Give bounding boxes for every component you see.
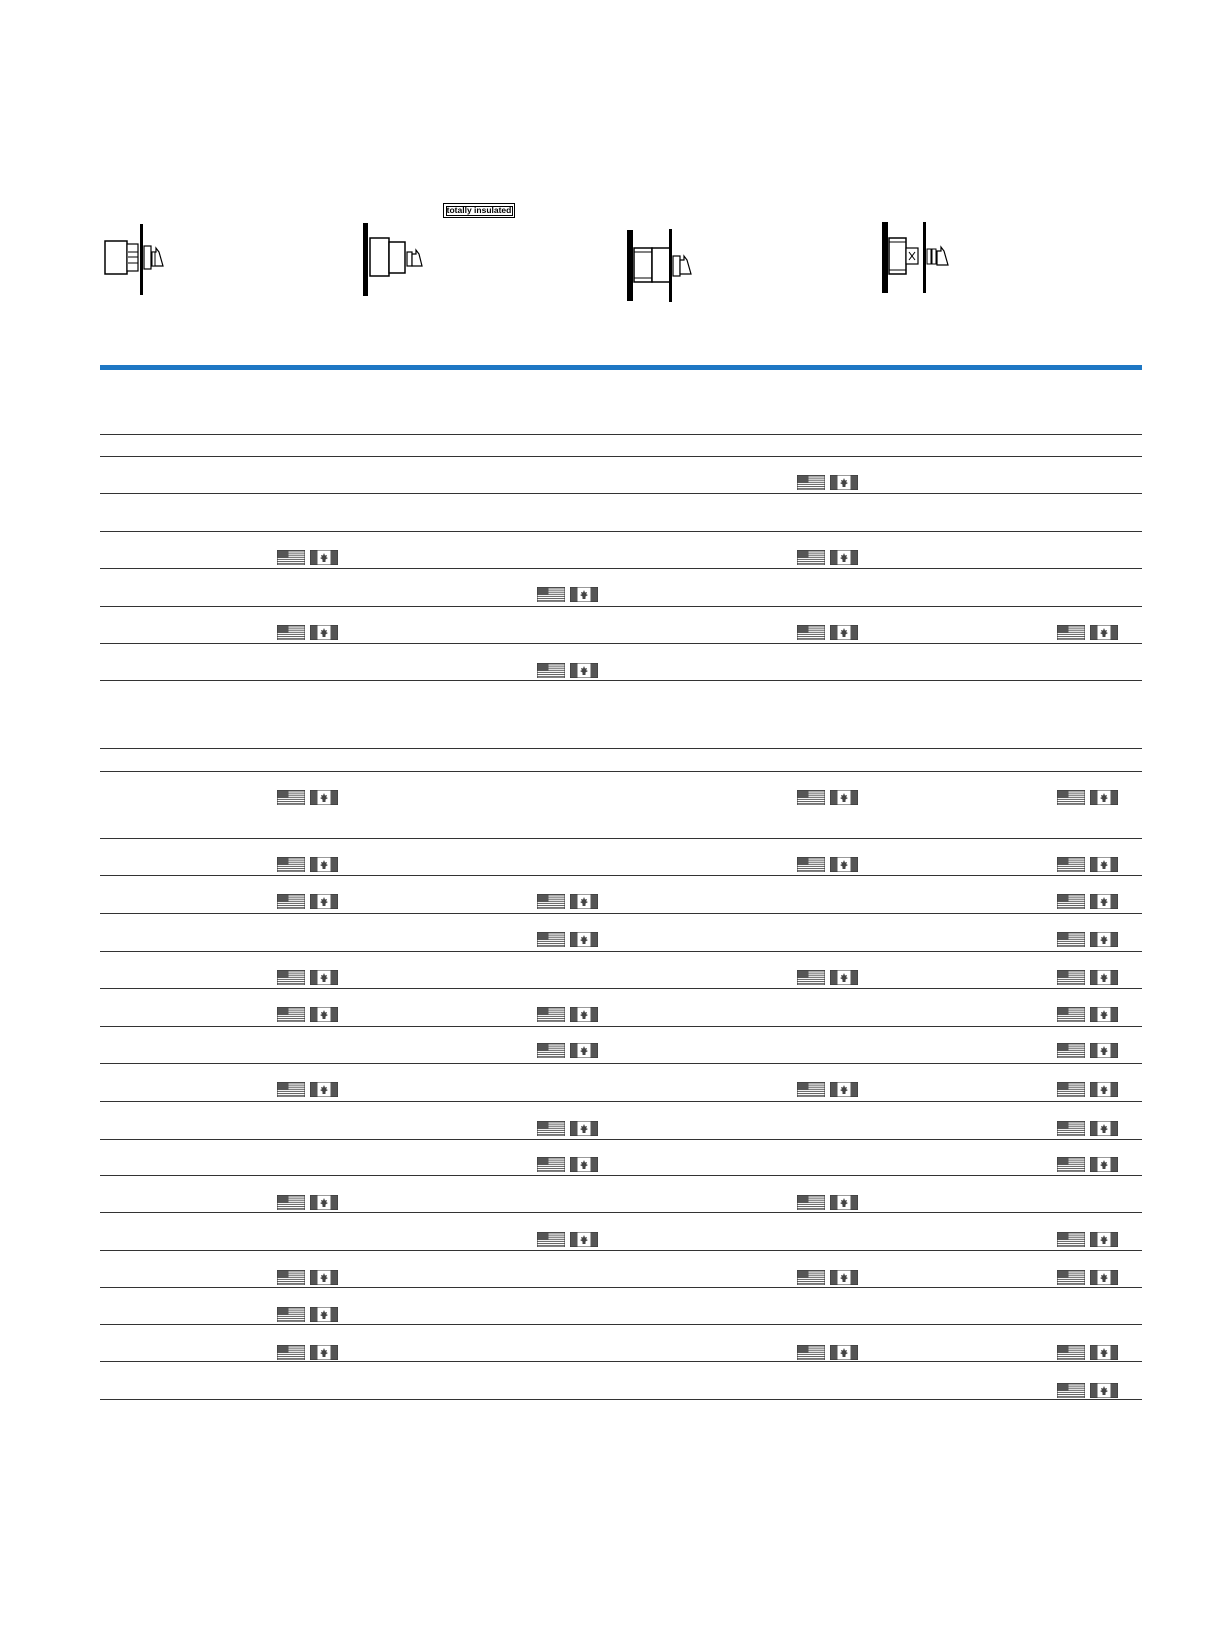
table-row-divider [100, 1139, 1142, 1140]
approval-table [100, 0, 1142, 1650]
canada-flag-icon [570, 1121, 598, 1136]
approval-marks [537, 1157, 599, 1172]
approval-marks [797, 790, 859, 805]
us-flag-icon [277, 1307, 305, 1322]
table-row-divider [100, 643, 1142, 644]
us-flag-icon [537, 587, 565, 602]
canada-flag-icon [570, 932, 598, 947]
canada-flag-icon [310, 1270, 338, 1285]
canada-flag-icon [1090, 1232, 1118, 1247]
us-flag-icon [797, 970, 825, 985]
approval-marks [277, 1307, 339, 1322]
approval-marks [1057, 1007, 1119, 1022]
table-row-divider [100, 568, 1142, 569]
us-flag-icon [537, 894, 565, 909]
approval-marks [1057, 1270, 1119, 1285]
us-flag-icon [1057, 1121, 1085, 1136]
canada-flag-icon [830, 970, 858, 985]
approval-marks [1057, 857, 1119, 872]
us-flag-icon [277, 1082, 305, 1097]
us-flag-icon [797, 475, 825, 490]
canada-flag-icon [570, 894, 598, 909]
approval-marks [1057, 790, 1119, 805]
us-flag-icon [277, 1270, 305, 1285]
us-flag-icon [537, 1043, 565, 1058]
us-flag-icon [1057, 625, 1085, 640]
table-row-divider [100, 1026, 1142, 1027]
us-flag-icon [277, 970, 305, 985]
us-flag-icon [797, 857, 825, 872]
us-flag-icon [537, 1157, 565, 1172]
canada-flag-icon [310, 790, 338, 805]
table-row-divider [100, 1399, 1142, 1400]
table-row-divider [100, 531, 1142, 532]
canada-flag-icon [1090, 790, 1118, 805]
us-flag-icon [1057, 1082, 1085, 1097]
us-flag-icon [797, 1270, 825, 1285]
approval-marks [1057, 1345, 1119, 1360]
approval-marks [537, 1007, 599, 1022]
approval-marks [537, 1043, 599, 1058]
canada-flag-icon [1090, 894, 1118, 909]
us-flag-icon [797, 625, 825, 640]
approval-marks [277, 1082, 339, 1097]
us-flag-icon [797, 790, 825, 805]
canada-flag-icon [1090, 970, 1118, 985]
canada-flag-icon [310, 550, 338, 565]
table-row-divider [100, 493, 1142, 494]
approval-marks [537, 932, 599, 947]
approval-marks [1057, 1383, 1119, 1398]
table-row-divider [100, 680, 1142, 681]
canada-flag-icon [570, 1232, 598, 1247]
us-flag-icon [1057, 970, 1085, 985]
us-flag-icon [1057, 790, 1085, 805]
canada-flag-icon [310, 894, 338, 909]
table-row-divider [100, 838, 1142, 839]
approval-marks [797, 1345, 859, 1360]
approval-marks [797, 475, 859, 490]
table-row-divider [100, 1063, 1142, 1064]
canada-flag-icon [1090, 1383, 1118, 1398]
approval-marks [1057, 932, 1119, 947]
approval-marks [277, 1007, 339, 1022]
canada-flag-icon [570, 1157, 598, 1172]
canada-flag-icon [570, 1043, 598, 1058]
approval-marks [277, 1345, 339, 1360]
us-flag-icon [797, 1345, 825, 1360]
us-flag-icon [537, 1007, 565, 1022]
canada-flag-icon [310, 857, 338, 872]
approval-marks [1057, 1157, 1119, 1172]
canada-flag-icon [830, 790, 858, 805]
approval-marks [797, 1195, 859, 1210]
canada-flag-icon [1090, 625, 1118, 640]
approval-marks [797, 1082, 859, 1097]
approval-marks [1057, 1043, 1119, 1058]
us-flag-icon [797, 550, 825, 565]
table-row-divider [100, 1212, 1142, 1213]
canada-flag-icon [830, 1195, 858, 1210]
canada-flag-icon [1090, 932, 1118, 947]
canada-flag-icon [310, 970, 338, 985]
us-flag-icon [277, 1195, 305, 1210]
table-row-divider [100, 1250, 1142, 1251]
canada-flag-icon [1090, 1157, 1118, 1172]
table-row-divider [100, 771, 1142, 772]
approval-marks [537, 587, 599, 602]
approval-marks [277, 790, 339, 805]
canada-flag-icon [830, 1345, 858, 1360]
us-flag-icon [1057, 857, 1085, 872]
approval-marks [797, 625, 859, 640]
us-flag-icon [537, 663, 565, 678]
us-flag-icon [277, 1345, 305, 1360]
canada-flag-icon [310, 1082, 338, 1097]
us-flag-icon [1057, 1157, 1085, 1172]
canada-flag-icon [570, 587, 598, 602]
table-row-divider [100, 434, 1142, 435]
approval-marks [1057, 970, 1119, 985]
approval-marks [537, 1232, 599, 1247]
approval-marks [1057, 1232, 1119, 1247]
canada-flag-icon [310, 625, 338, 640]
us-flag-icon [1057, 1043, 1085, 1058]
canada-flag-icon [1090, 1270, 1118, 1285]
canada-flag-icon [830, 1082, 858, 1097]
table-row-divider [100, 951, 1142, 952]
table-row-divider [100, 913, 1142, 914]
us-flag-icon [1057, 1345, 1085, 1360]
table-row-divider [100, 988, 1142, 989]
canada-flag-icon [830, 1270, 858, 1285]
us-flag-icon [537, 1121, 565, 1136]
us-flag-icon [797, 1082, 825, 1097]
canada-flag-icon [310, 1345, 338, 1360]
approval-marks [797, 1270, 859, 1285]
approval-marks [1057, 1121, 1119, 1136]
canada-flag-icon [310, 1195, 338, 1210]
approval-marks [277, 1270, 339, 1285]
approval-marks [1057, 894, 1119, 909]
approval-marks [1057, 625, 1119, 640]
approval-marks [277, 894, 339, 909]
canada-flag-icon [1090, 1345, 1118, 1360]
table-row-divider [100, 748, 1142, 749]
us-flag-icon [277, 1007, 305, 1022]
us-flag-icon [1057, 932, 1085, 947]
canada-flag-icon [830, 550, 858, 565]
us-flag-icon [277, 625, 305, 640]
canada-flag-icon [830, 857, 858, 872]
canada-flag-icon [1090, 1007, 1118, 1022]
us-flag-icon [797, 1195, 825, 1210]
table-row-divider [100, 1287, 1142, 1288]
us-flag-icon [1057, 1007, 1085, 1022]
us-flag-icon [277, 550, 305, 565]
table-row-divider [100, 1101, 1142, 1102]
approval-marks [277, 550, 339, 565]
us-flag-icon [1057, 894, 1085, 909]
table-row-divider [100, 875, 1142, 876]
us-flag-icon [1057, 1383, 1085, 1398]
us-flag-icon [537, 1232, 565, 1247]
approval-marks [277, 857, 339, 872]
canada-flag-icon [1090, 1121, 1118, 1136]
us-flag-icon [1057, 1270, 1085, 1285]
canada-flag-icon [1090, 857, 1118, 872]
approval-marks [797, 857, 859, 872]
approval-marks [277, 625, 339, 640]
approval-marks [537, 1121, 599, 1136]
canada-flag-icon [1090, 1043, 1118, 1058]
canada-flag-icon [570, 663, 598, 678]
table-row-divider [100, 456, 1142, 457]
us-flag-icon [277, 894, 305, 909]
table-row-divider [100, 1324, 1142, 1325]
canada-flag-icon [1090, 1082, 1118, 1097]
us-flag-icon [277, 790, 305, 805]
canada-flag-icon [830, 475, 858, 490]
canada-flag-icon [830, 625, 858, 640]
canada-flag-icon [310, 1007, 338, 1022]
totally-insulated-badge: totally insulated [443, 203, 515, 218]
approval-marks [537, 663, 599, 678]
us-flag-icon [537, 932, 565, 947]
us-flag-icon [277, 857, 305, 872]
approval-marks [797, 550, 859, 565]
canada-flag-icon [310, 1307, 338, 1322]
approval-marks [1057, 1082, 1119, 1097]
table-row-divider [100, 606, 1142, 607]
canada-flag-icon [570, 1007, 598, 1022]
approval-marks [277, 1195, 339, 1210]
approval-marks [797, 970, 859, 985]
approval-marks [537, 894, 599, 909]
us-flag-icon [1057, 1232, 1085, 1247]
approval-marks [277, 970, 339, 985]
table-row-divider [100, 1361, 1142, 1362]
table-row-divider [100, 1175, 1142, 1176]
